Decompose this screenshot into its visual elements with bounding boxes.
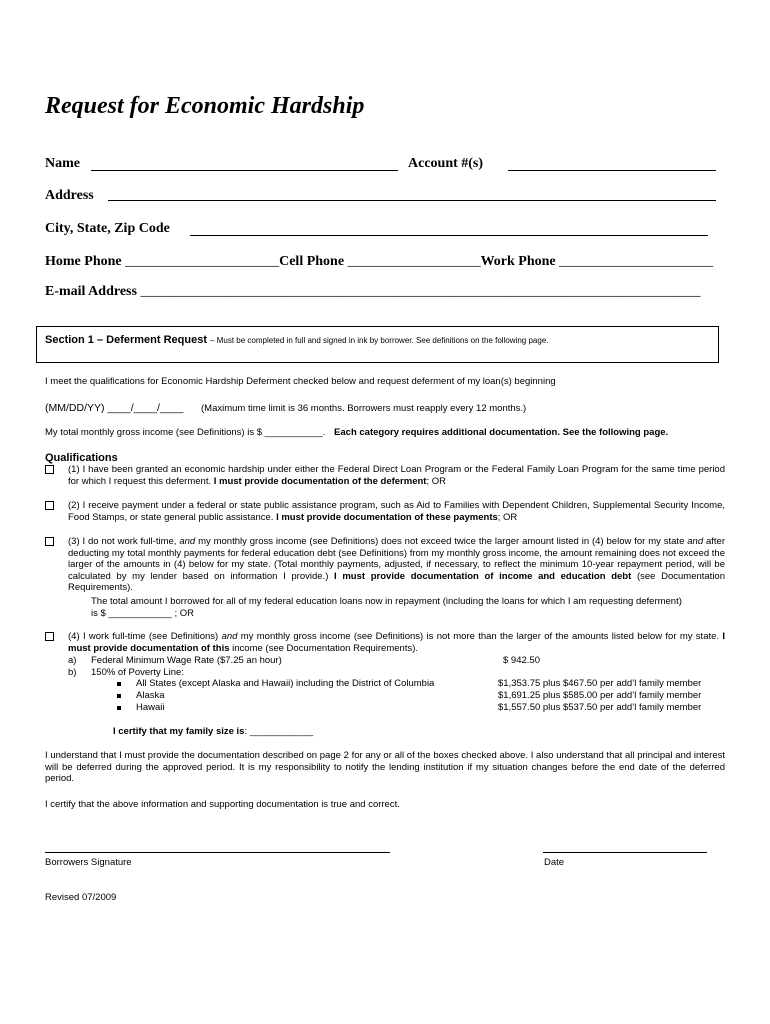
q4-italic-a: and <box>221 631 238 642</box>
income-line <box>45 427 668 439</box>
understand-text: I understand that I must provide the documentation described on page 2 for any or all of the boxes checked above. I also understand that all principal and interest will be deferred during the approved period. It is my responsibility to notify the lending institution if my situation changes before the end date of the deferred period. <box>45 750 725 785</box>
bullet-icon <box>117 706 121 710</box>
q4-item-a-amount: $ 942.50 <box>503 655 540 666</box>
q1-checkbox[interactable] <box>45 465 54 474</box>
q1-tail: ; OR <box>426 475 446 487</box>
signature-label: Borrowers Signature <box>45 857 132 868</box>
certify-text: I certify that the above information and supporting documentation is true and correct. <box>45 799 400 810</box>
section-1-header-box <box>36 326 719 363</box>
q4-item-a-label: Federal Minimum Wage Rate ($7.25 an hour) <box>91 655 282 666</box>
q1-body: (1) I have been granted an economic hardship under either the Federal Direct Loan Program or the Federal Family Loan Program for the same time period for which I request this deferment. <box>68 464 725 487</box>
state-hawaii-label: Hawaii <box>136 702 165 713</box>
section-1-heading: Section 1 – Deferment Request <box>45 334 207 346</box>
intro-text: I meet the qualifications for Economic Hardship Deferment checked below and request deferment of my loan(s) beginning <box>45 376 556 387</box>
date-field[interactable] <box>543 852 707 853</box>
email-row <box>45 284 717 300</box>
date-label: Date <box>544 857 565 868</box>
section-1-header <box>45 334 549 346</box>
form-title: Request for Economic Hardship <box>45 93 365 119</box>
work-phone-field[interactable]: ______________________ <box>559 254 714 269</box>
q2-body: (2) I receive payment under a federal or state public assistance program, such as Aid to Families with Dependent Children, Supplemental Security Income, Food Stamps, or state general public assistance. <box>68 500 725 523</box>
email-label: E-mail Address <box>45 284 137 299</box>
q3-tail: (see Documentation Requirements). <box>68 570 725 594</box>
q3-text-b: my monthly gross income (see Definitions) does not exceed twice the larger amount listed in (4) below for my state <box>198 536 685 547</box>
q3-italic-b: and <box>687 536 704 547</box>
q2-bold: I must provide documentation of these payments <box>276 511 498 523</box>
q3-bold: I must provide documentation of income and education debt <box>334 570 632 582</box>
q3-sub-1: The total amount I borrowed for all of my federal education loans now in repayment (including the loans for which I am requesting deferment) <box>91 596 682 607</box>
q3-total-borrowed-field[interactable]: is $ ____________ ; OR <box>91 608 194 619</box>
bullet-icon <box>117 694 121 698</box>
q2-tail: ; OR <box>497 511 518 523</box>
state-hawaii-amount: $1,557.50 plus $537.50 per add’l family member <box>498 702 702 713</box>
q4-item-a-marker: a) <box>68 655 77 666</box>
monthly-income-field[interactable]: My total monthly gross income (see Definitions) is $ ___________. <box>45 427 326 438</box>
q3-text <box>68 536 725 594</box>
phone-row <box>45 254 713 270</box>
city-state-zip-label: City, State, Zip Code <box>45 221 170 236</box>
city-state-zip-field[interactable] <box>190 235 708 236</box>
work-phone-label: Work Phone <box>480 254 556 269</box>
state-alaska-label: Alaska <box>136 690 165 701</box>
q3-italic-a: and <box>179 536 196 547</box>
family-size-line <box>113 726 313 738</box>
section-1-note: – Must be completed in full and signed in ink by borrower. See definitions on the following page. <box>210 336 549 345</box>
q4-bold: I must provide documentation of this <box>68 631 726 654</box>
revised-date: Revised 07/2009 <box>45 892 117 903</box>
state-all-label: All States (except Alaska and Hawaii) including the District of Columbia <box>136 678 435 689</box>
q4-item-b-marker: b) <box>68 667 77 678</box>
q3-checkbox[interactable] <box>45 537 54 546</box>
documentation-notice: Each category requires additional documentation. See the following page. <box>334 427 669 438</box>
signature-field[interactable] <box>45 852 390 853</box>
qualifications-heading: Qualifications <box>45 452 118 464</box>
date-note: (Maximum time limit is 36 months. Borrowers must reapply every 12 months.) <box>201 403 527 414</box>
family-size-field[interactable]: : ____________ <box>244 726 314 737</box>
q4-tail: income (see Documentation Requirements). <box>232 642 419 654</box>
state-all-amount: $1,353.75 plus $467.50 per add’l family member <box>498 678 702 689</box>
cell-phone-field[interactable]: ___________________ <box>347 254 481 269</box>
begin-date-field[interactable]: (MM/DD/YY) ____/____/____ <box>45 402 184 414</box>
cell-phone-label: Cell Phone <box>279 254 345 269</box>
bullet-icon <box>117 682 121 686</box>
address-field[interactable] <box>108 200 716 201</box>
account-label: Account #(s) <box>408 156 484 171</box>
state-alaska-amount: $1,691.25 plus $585.00 per add’l family member <box>498 690 702 701</box>
family-size-label: I certify that my family size is <box>113 726 245 737</box>
q3-text-c: after deducting my total monthly payments for federal education debt (see Definitions) from my monthly gross income, the amount remaining does not exceed the larger of the amounts in (4) below for my state. (Total monthly payments, adjusted, if necessary, to reflect the minimum 10-year repayment period, will be calculated by my lender based on information I provide.) <box>68 536 726 582</box>
q4-item-b-label: 150% of Poverty Line: <box>91 667 184 678</box>
home-phone-field[interactable]: ______________________ <box>125 254 280 269</box>
email-field[interactable]: ________________________________________________________________________________ <box>140 284 701 299</box>
q1-text <box>68 464 725 487</box>
home-phone-label: Home Phone <box>45 254 122 269</box>
q4-text-a: (4) I work full-time (see Definitions) <box>68 631 219 642</box>
account-field[interactable] <box>508 170 716 171</box>
address-label: Address <box>45 188 94 203</box>
q4-checkbox[interactable] <box>45 632 54 641</box>
q2-checkbox[interactable] <box>45 501 54 510</box>
q2-text <box>68 500 725 523</box>
name-field[interactable] <box>91 170 398 171</box>
name-label: Name <box>45 156 80 171</box>
q4-text-b: my monthly gross income (see Definitions) is not more than the larger of the amounts listed below for my state. <box>240 631 720 642</box>
q4-text <box>68 631 725 654</box>
q1-bold: I must provide documentation of the deferment <box>213 475 427 487</box>
q3-text-a: (3) I do not work full-time, <box>68 536 177 547</box>
